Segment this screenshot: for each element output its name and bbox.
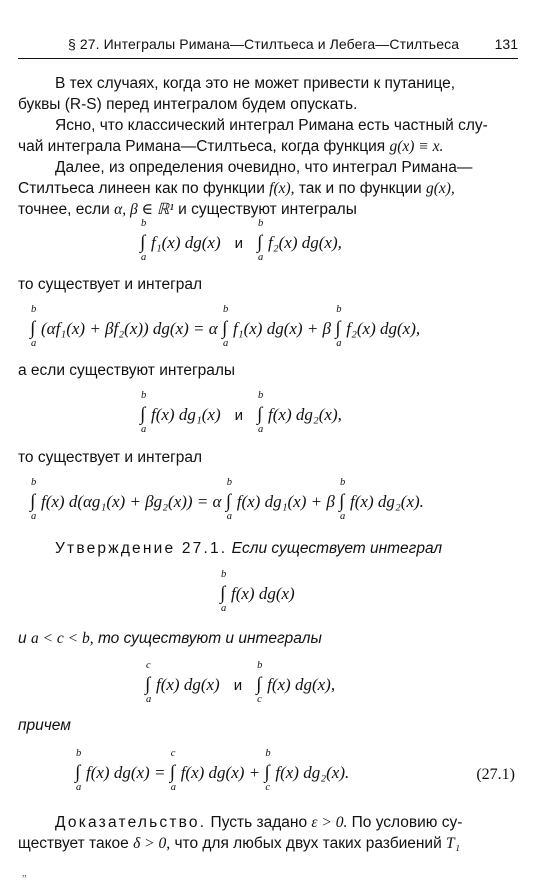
text-fragment: так и по функции bbox=[298, 180, 422, 197]
statement-line bbox=[55, 538, 442, 559]
footer-mark: „ bbox=[22, 868, 27, 879]
integral-sign: ∫ b a bbox=[257, 218, 264, 263]
math-inline: α, β ∈ ℝ¹ bbox=[114, 201, 174, 218]
formula-part: (αf₁(x) + βf₂(x)) dg(x) = α bbox=[41, 319, 218, 338]
integral-sign: ∫ b c bbox=[264, 748, 271, 793]
integral-sign: ∫ b a bbox=[30, 477, 37, 522]
text-line bbox=[18, 136, 443, 157]
formula-part: f₂(x) dg(x), bbox=[346, 319, 421, 338]
integrand: f(x) dg₂(x), bbox=[268, 405, 342, 424]
integral-sign: ∫ b a bbox=[335, 304, 342, 349]
text-line: Ясно, что классический интеграл Римана есть частный слу- bbox=[55, 117, 488, 134]
display-formula bbox=[30, 304, 421, 349]
equation-number: (27.1) bbox=[476, 766, 515, 783]
math-inline: T₁ bbox=[446, 835, 461, 852]
math-inline: a < c < b, bbox=[30, 630, 94, 647]
conjunction: и bbox=[234, 407, 244, 424]
text-fragment: то существуют и интегралы bbox=[97, 630, 322, 647]
integral-sign: ∫ c a bbox=[145, 660, 152, 705]
integral-sign: ∫ b c bbox=[256, 660, 263, 705]
section-title: § 27. Интегралы Римана—Стилтьеса и Лебега—Стилтьеса bbox=[68, 36, 460, 52]
integral-sign: ∫ b a bbox=[30, 304, 37, 349]
text-line: то существует и интеграл bbox=[18, 276, 203, 293]
formula-part: f₁(x) dg(x) + β bbox=[232, 319, 332, 338]
math-inline: g(x) ≡ x. bbox=[389, 138, 444, 155]
display-formula bbox=[140, 218, 342, 263]
math-inline: δ > 0, bbox=[133, 835, 171, 852]
statement-text: Если существует интеграл bbox=[231, 540, 443, 557]
display-formula bbox=[30, 477, 424, 522]
display-formula bbox=[75, 748, 350, 793]
integrand: f₁(x) dg(x) bbox=[151, 233, 221, 252]
formula-part: f(x) d(αg₁(x) + βg₂(x)) = α bbox=[41, 492, 222, 511]
text-line: Далее, из определения очевидно, что интеграл Римана— bbox=[55, 159, 473, 176]
formula-part: f(x) dg₂(x). bbox=[350, 492, 424, 511]
integral-sign: ∫ c a bbox=[169, 748, 176, 793]
text-line: В тех случаях, когда это не может привести к путанице, bbox=[55, 75, 456, 92]
text-line bbox=[18, 178, 455, 199]
math-inline: f(x), bbox=[269, 180, 295, 197]
text-fragment: и bbox=[18, 630, 27, 647]
text-line: а если существуют интегралы bbox=[18, 362, 236, 379]
page-number: 131 bbox=[494, 36, 518, 52]
text-fragment: Пусть задано bbox=[210, 814, 308, 831]
integral-sign: ∫ b a bbox=[339, 477, 346, 522]
math-inline: g(x), bbox=[425, 180, 455, 197]
integral-sign: ∫ b a bbox=[225, 477, 232, 522]
text-fragment: По условию су- bbox=[351, 814, 463, 831]
formula-part: f(x) dg(x) = bbox=[86, 763, 166, 782]
integrand: f(x) dg(x) bbox=[231, 584, 295, 603]
text-line bbox=[18, 199, 357, 220]
statement-line bbox=[18, 628, 322, 649]
proof-line bbox=[55, 812, 462, 833]
integrand: f₂(x) dg(x), bbox=[268, 233, 342, 252]
conjunction: и bbox=[234, 235, 244, 252]
integrand: f(x) dg(x) bbox=[156, 675, 220, 694]
text-fragment: точнее, если bbox=[18, 201, 110, 218]
statement-label: Утверждение 27.1. bbox=[55, 540, 228, 557]
display-formula bbox=[220, 569, 295, 614]
formula-part: f(x) dg(x) + bbox=[180, 763, 261, 782]
header-rule bbox=[18, 58, 518, 59]
integrand: f(x) dg₁(x) bbox=[151, 405, 221, 424]
conjunction: и bbox=[233, 677, 243, 694]
integral-sign: ∫ b a bbox=[140, 390, 147, 435]
proof-line bbox=[18, 833, 460, 854]
text-fragment: Стилтьеса линеен как по функции bbox=[18, 180, 265, 197]
running-header bbox=[18, 36, 518, 56]
display-formula bbox=[140, 390, 342, 435]
integral-sign: ∫ b a bbox=[75, 748, 82, 793]
display-formula bbox=[145, 660, 336, 705]
integral-sign: ∫ b a bbox=[220, 569, 227, 614]
text-fragment: что для любых двух таких разбиений bbox=[174, 835, 442, 852]
integral-sign: ∫ b a bbox=[221, 304, 229, 349]
text-line: причем bbox=[18, 717, 71, 734]
text-fragment: и существуют интегралы bbox=[178, 201, 357, 218]
text-fragment: чай интеграла Римана—Стилтьеса, когда функция bbox=[18, 138, 386, 155]
integrand: f(x) dg(x), bbox=[267, 675, 336, 694]
integral-sign: ∫ b a bbox=[257, 390, 264, 435]
formula-part: f(x) dg₂(x). bbox=[275, 763, 350, 782]
math-inline: ε > 0. bbox=[311, 814, 348, 831]
text-fragment: ществует такое bbox=[18, 835, 129, 852]
formula-part: f(x) dg₁(x) + β bbox=[236, 492, 335, 511]
text-line: буквы (R-S) перед интегралом будем опускать. bbox=[18, 96, 358, 113]
text-line: то существует и интеграл bbox=[18, 449, 203, 466]
proof-label: Доказательство. bbox=[55, 814, 207, 831]
integral-sign: ∫ b a bbox=[140, 218, 147, 263]
